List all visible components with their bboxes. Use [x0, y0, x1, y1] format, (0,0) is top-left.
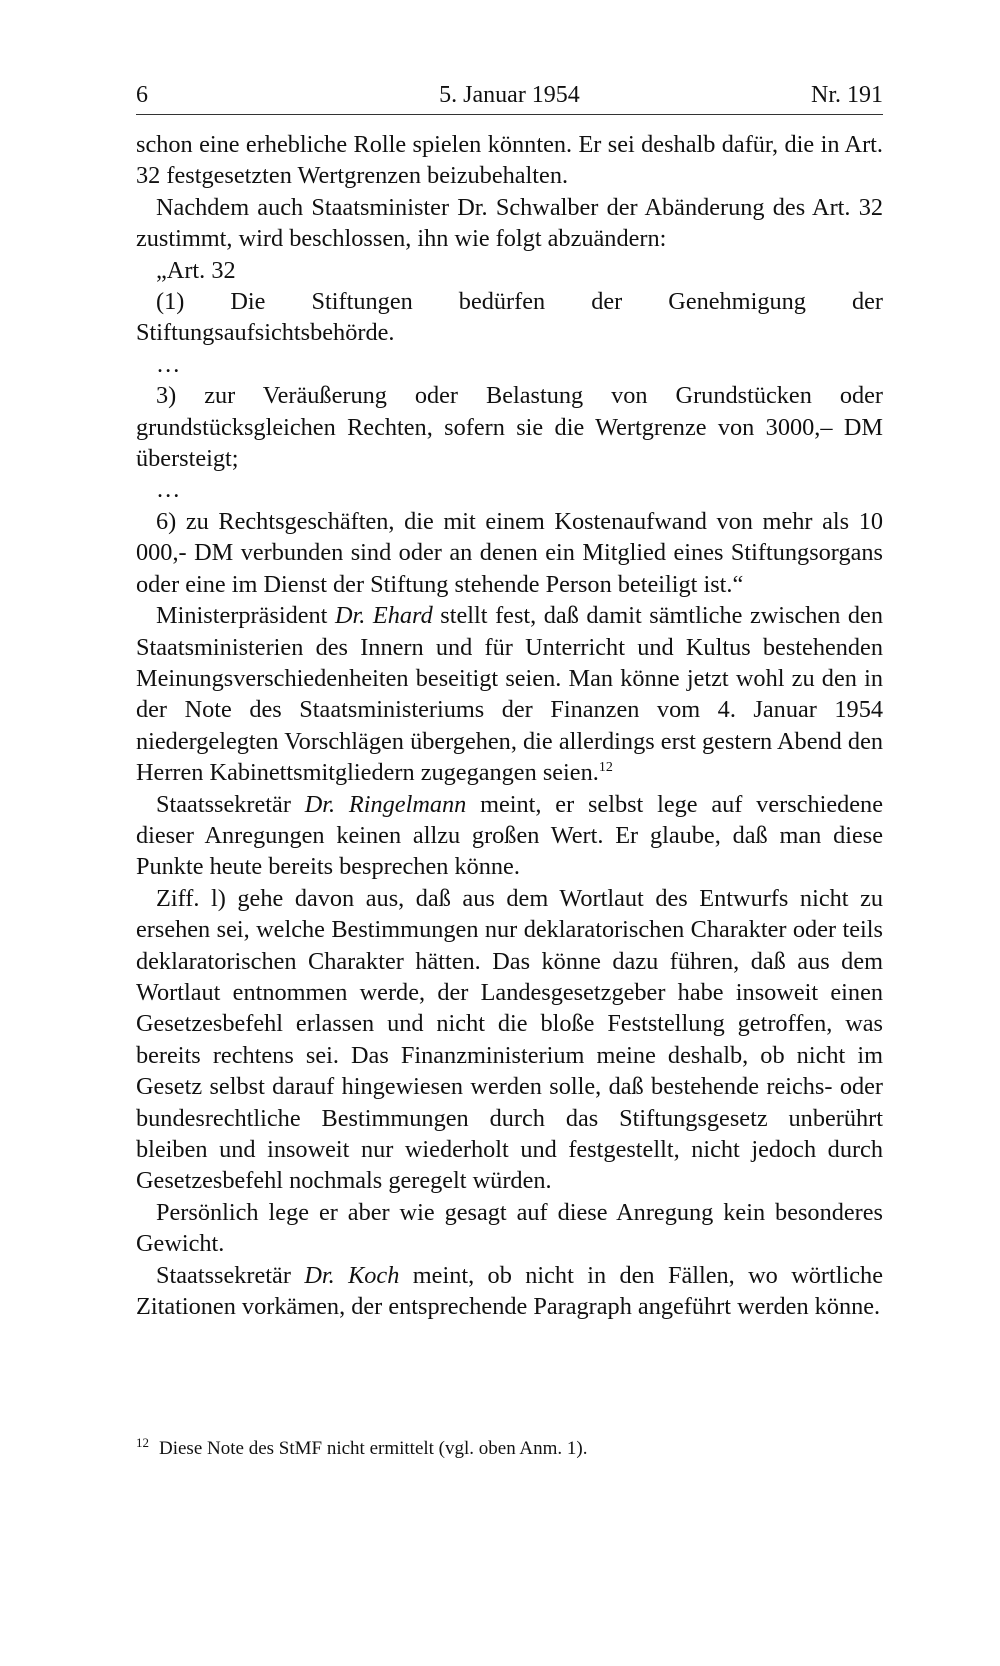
article-clause: 3) zur Veräußerung oder Belastung von Grundstücken oder grundstücksgleichen Rechten, sofern sie die Wertgrenze von 3000,– DM übersteigt;: [136, 382, 883, 473]
header-date: 5. Januar 1954: [439, 82, 580, 108]
page-number: 6: [136, 82, 148, 108]
paragraph: [136, 1260, 883, 1323]
paragraph: [136, 789, 883, 883]
text-run: meint, er selbst lege auf verschiedene dieser Anregungen keinen allzu großen Wert. Er glaube, daß man diese Punkte heute bereits besprechen könne.: [136, 790, 883, 881]
article-clause: 6) zu Rechtsgeschäften, die mit einem Kostenaufwand von mehr als 10 000,- DM verbunden sind oder an denen ein Mitglied eines Stiftungsorgans oder eine im Dienst der Stiftung stehende Person beteiligt ist.“: [136, 507, 883, 598]
footnote-text: Diese Note des StMF nicht ermittelt (vgl. oben Anm. 1).: [159, 1438, 588, 1459]
speaker-name: Dr. Koch: [304, 1261, 400, 1289]
footnote: [136, 1437, 883, 1461]
paragraph: Persönlich lege er aber wie gesagt auf diese Anregung kein besonderes Gewicht.: [136, 1198, 883, 1258]
text-run: Ministerpräsident: [156, 602, 335, 630]
paragraph: Ziff. l) gehe davon aus, daß aus dem Wortlaut des Entwurfs nicht zu ersehen sei, welche Bestimmungen nur deklaratorischen Charakter oder teils deklaratorischen Charakter hätten. Das könne dazu führen, daß aus dem Wortlaut entnommen werde, der Landesgesetzgeber habe insoweit einen Gesetzesbefehl erlassen und nicht die bloße Feststellung getroffen, was bereits rechtens sei. Das Finanzministerium meine deshalb, ob nicht im Gesetz selbst darauf hingewiesen werden solle, daß bestehende reichs- oder bundesrechtliche Bestimmungen durch das Stiftungsgesetz unberührt bleiben und insoweit nur wiederholt und festgestellt, nicht jedoch durch Gesetzesbefehl nochmals geregelt würden.: [136, 884, 883, 1195]
text-run: stellt fest, daß damit sämtliche zwischen den Staatsministerien des Innern und für Unterricht und Kultus bestehenden Meinungsverschiedenheiten beseitigt seien. Man könne jetzt wohl zu den in der Note des Staatsministeriums der Finanzen vom 4. Januar 1954 niedergelegten Vorschlägen übergehen, die allerdings erst gestern Abend den Herren Kabinettsmitgliedern zugegangen seien.: [136, 602, 883, 787]
ellipsis: …: [156, 350, 181, 378]
text-run: Staatssekretär: [156, 1261, 305, 1289]
ellipsis: …: [156, 476, 181, 504]
article-clause: (1) Die Stiftungen bedürfen der Genehmigung der Stiftungsaufsichtsbehörde.: [136, 288, 883, 347]
text-run: meint, ob nicht in den Fällen, wo wörtliche Zitationen vorkämen, der entsprechende Paragraph angeführt werden könne.: [136, 1261, 883, 1321]
running-header: [136, 80, 883, 115]
text-run: Staatssekretär: [156, 790, 305, 818]
header-issue-number: Nr. 191: [811, 82, 883, 108]
footnote-reference[interactable]: 12: [598, 760, 613, 776]
paragraph: Nachdem auch Staatsminister Dr. Schwalber der Abänderung des Art. 32 zustimmt, wird beschlossen, ihn wie folgt abzuändern:: [136, 193, 883, 253]
footnote-number: 12: [136, 1435, 149, 1450]
speaker-name: Dr. Ehard: [334, 602, 433, 630]
body-text: [136, 129, 883, 1322]
paragraph: [136, 600, 883, 788]
document-page: [136, 80, 883, 1322]
speaker-name: Dr. Ringelmann: [304, 790, 467, 818]
article-heading: „Art. 32: [156, 256, 236, 284]
paragraph: schon eine erhebliche Rolle spielen könnten. Er sei deshalb dafür, die in Art. 32 festgesetzten Wertgrenzen beizubehalten.: [136, 131, 883, 190]
